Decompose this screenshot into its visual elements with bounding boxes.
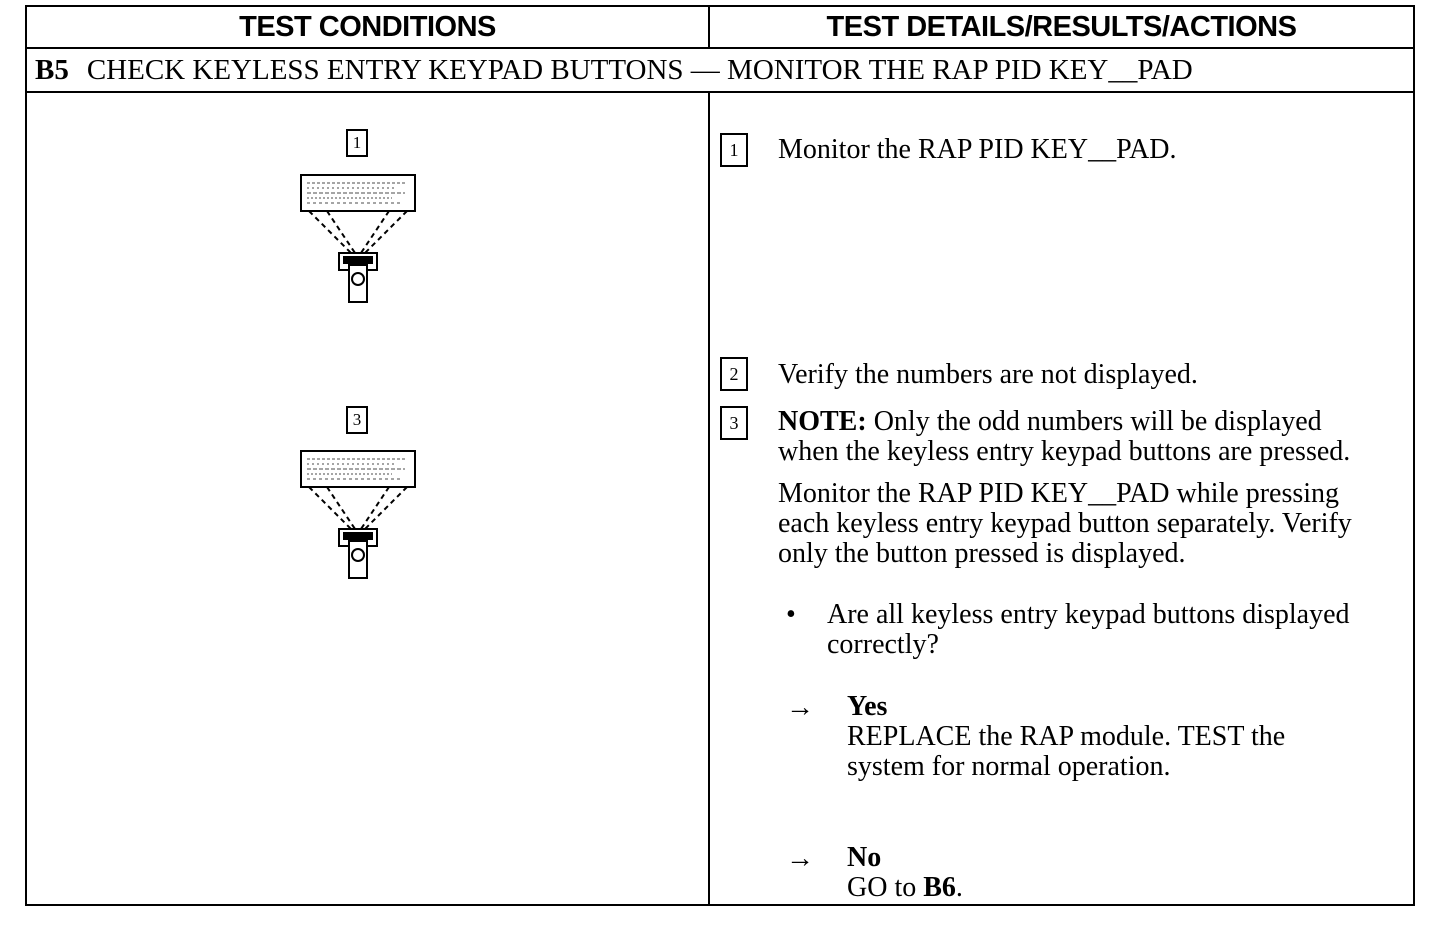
yes-line-2: system for normal operation. <box>847 751 1171 782</box>
header-test-conditions: TEST CONDITIONS <box>27 7 710 49</box>
arrow-icon: → <box>786 692 814 723</box>
question-block <box>827 600 1427 660</box>
step-id: B5 <box>35 54 69 86</box>
goto-b6-link[interactable]: B6 <box>923 872 956 903</box>
no-goto-text: GO to <box>847 872 924 903</box>
bullet-icon: • <box>786 599 796 630</box>
no-block <box>847 843 1407 903</box>
no-end: . <box>955 872 963 903</box>
monitor-line-3: only the button pressed is displayed. <box>778 538 1186 569</box>
note-line-1 <box>778 407 1418 437</box>
step-title: CHECK KEYLESS ENTRY KEYPAD BUTTONS — MONITOR THE RAP PID KEY__PAD <box>86 54 1193 86</box>
step-2-text: Verify the numbers are not displayed. <box>778 359 1198 390</box>
no-label: No <box>847 842 882 873</box>
question-line-2: correctly? <box>827 629 939 660</box>
yes-block <box>847 692 1407 782</box>
arrow-icon: → <box>786 843 814 874</box>
column-divider <box>708 93 710 906</box>
step-number-3: 3 <box>720 406 748 440</box>
yes-line-1: REPLACE the RAP module. TEST the <box>847 721 1286 752</box>
figure-label-1: 1 <box>346 129 368 157</box>
figure-label-3: 3 <box>346 406 368 434</box>
scan-tool-icon <box>297 445 419 580</box>
yes-label: Yes <box>847 691 888 722</box>
no-action <box>847 873 1407 903</box>
step-title-row <box>27 49 1413 93</box>
step-number-1: 1 <box>720 133 748 167</box>
scan-tool-icon <box>297 169 419 304</box>
diagnostic-table <box>25 5 1415 906</box>
note-line-2: when the keyless entry keypad buttons are pressed. <box>778 436 1351 467</box>
step-1-text: Monitor the RAP PID KEY__PAD. <box>778 134 1177 165</box>
question-line-1: Are all keyless entry keypad buttons displayed <box>827 599 1350 630</box>
monitor-line-1: Monitor the RAP PID KEY__PAD while pressing <box>778 478 1340 509</box>
note-label: NOTE: <box>778 406 867 437</box>
monitor-instructions <box>778 479 1418 569</box>
note-block <box>778 407 1418 467</box>
step-number-2: 2 <box>720 357 748 391</box>
monitor-line-2: each keyless entry keypad button separately. Verify <box>778 508 1352 539</box>
header-test-details: TEST DETAILS/RESULTS/ACTIONS <box>710 7 1413 49</box>
note-text-1: Only the odd numbers will be displayed <box>866 406 1322 437</box>
